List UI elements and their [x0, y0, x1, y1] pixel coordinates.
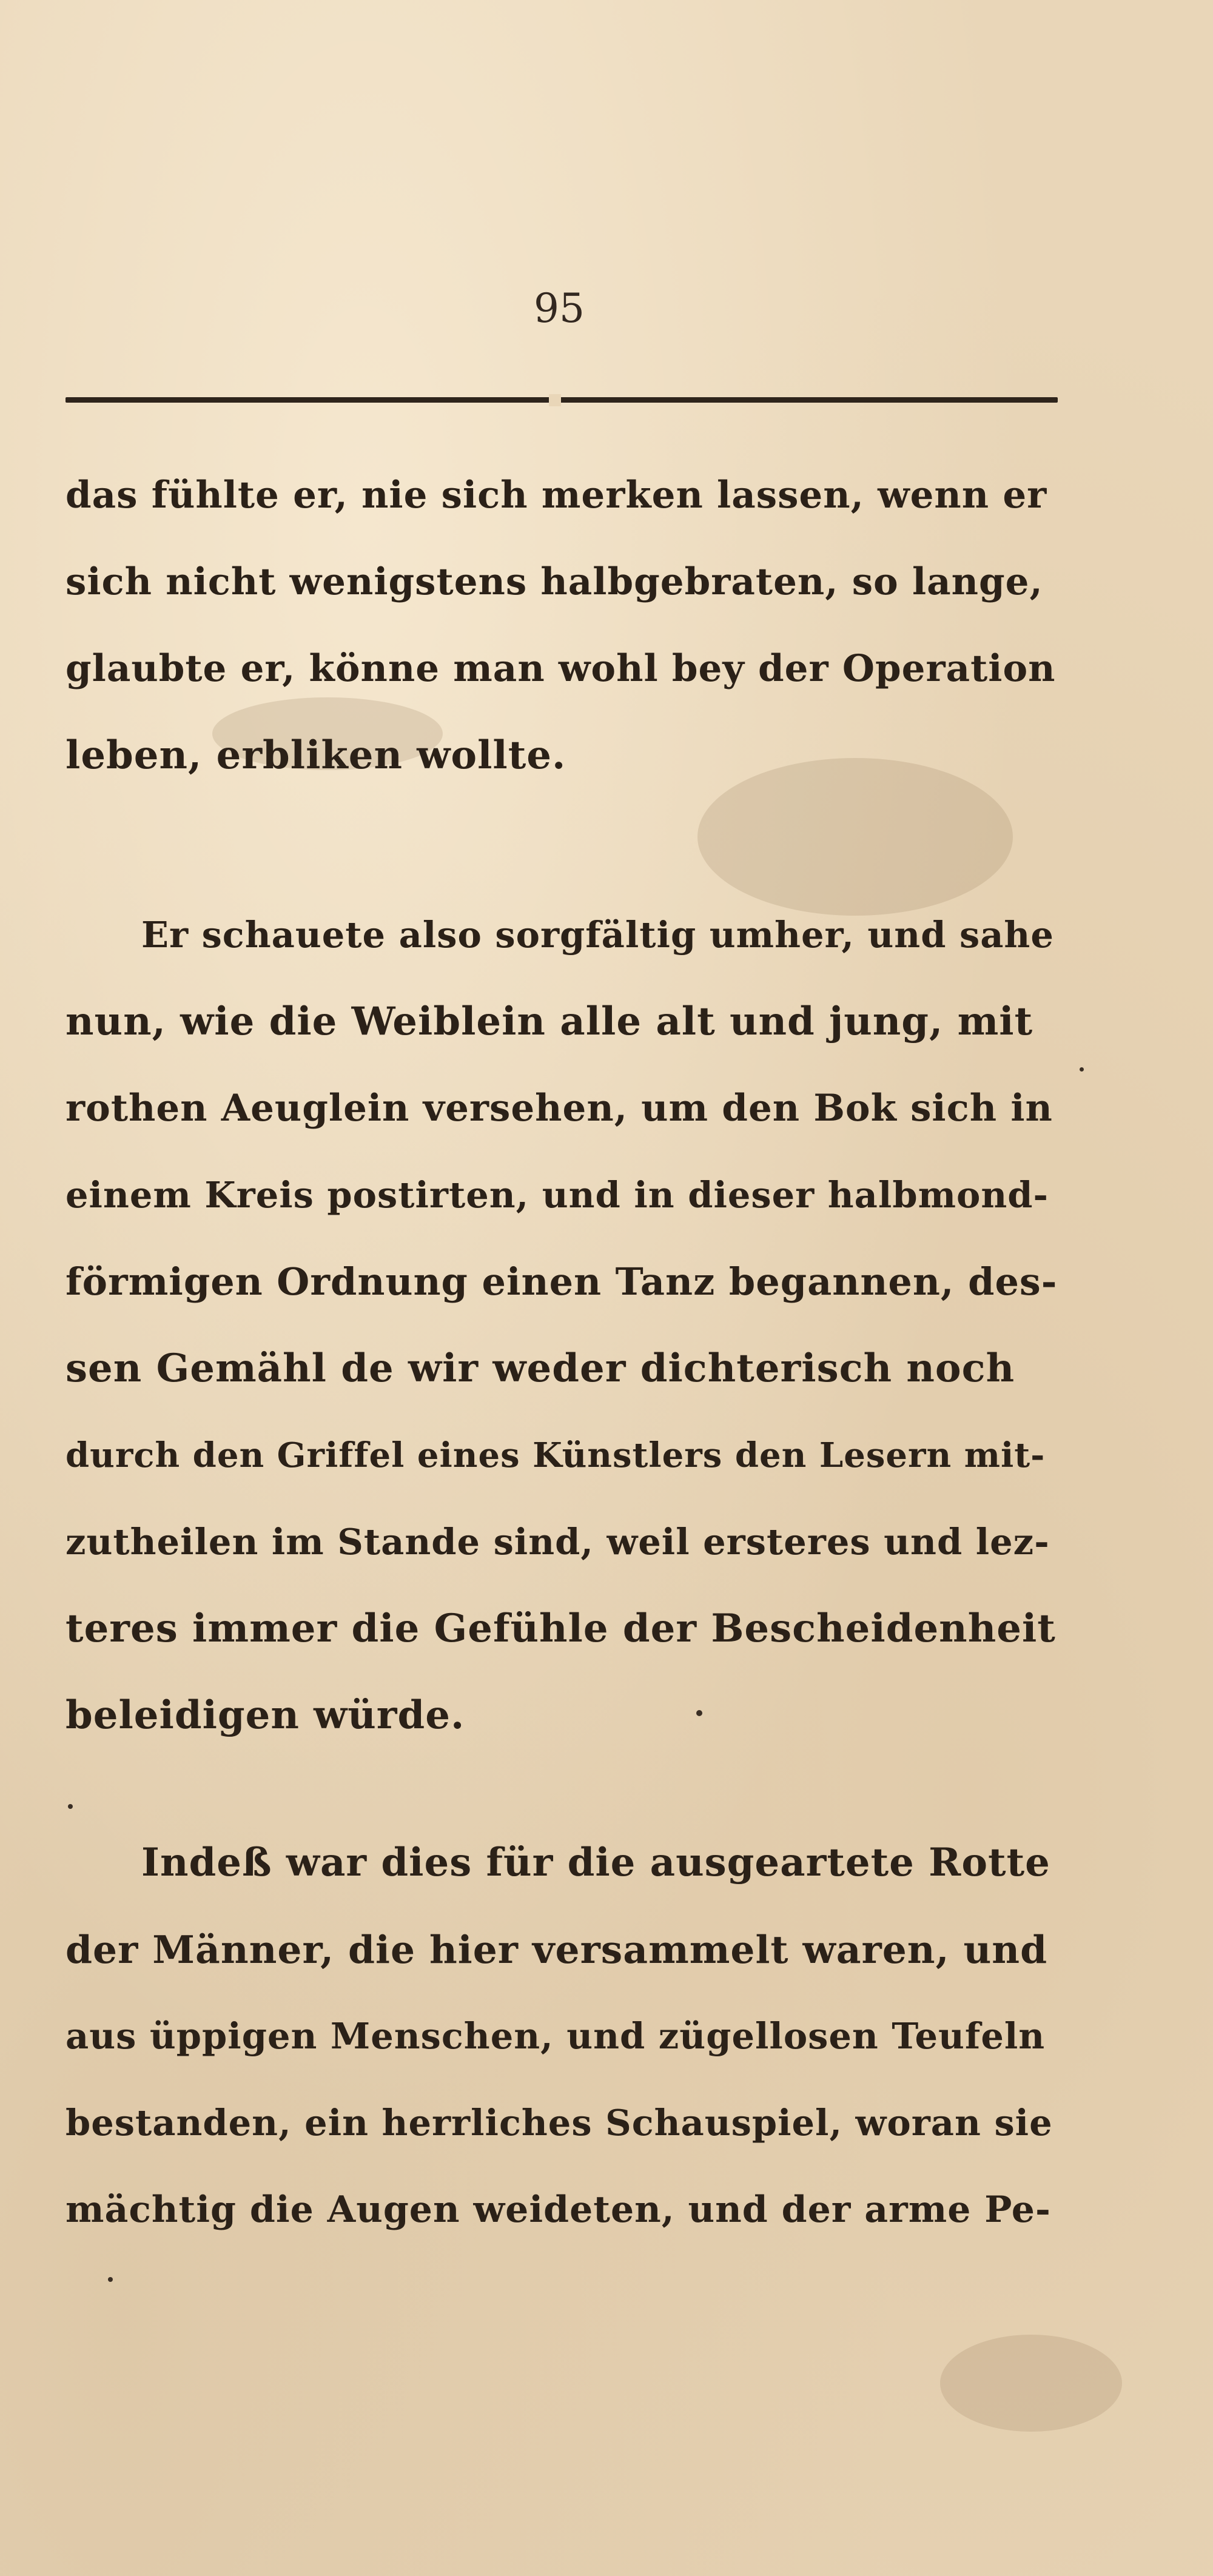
ink-speck — [1080, 1067, 1084, 1072]
text-line: teres immer die Gefühle der Bescheidenheit — [66, 1606, 1056, 1651]
text-line: aus üppigen Menschen, und zügellosen Teufeln — [66, 2015, 1046, 2057]
text-line: Indeß war dies für die ausgeartete Rotte — [141, 1840, 1050, 1885]
text-line: der Männer, die hier versammelt waren, und — [66, 1927, 1048, 1972]
text-line: sen Gemähl de wir weder dichterisch noch — [66, 1346, 1015, 1391]
text-line: sich nicht wenigstens halbgebraten, so lange, — [66, 560, 1043, 603]
text-line: das fühlte er, nie sich merken lassen, wenn er — [66, 474, 1047, 517]
page-number: 95 — [534, 285, 585, 332]
text-line: förmigen Ordnung einen Tanz begannen, des- — [66, 1259, 1058, 1304]
header-rule-break — [549, 394, 561, 406]
header-rule — [66, 397, 1058, 403]
text-line: Er schauete also sorgfältig umher, und sahe — [141, 914, 1054, 956]
text-line: durch den Griffel eines Künstlers den Lesern mit- — [66, 1435, 1046, 1475]
text-line: nun, wie die Weiblein alle alt und jung, mit — [66, 999, 1033, 1044]
paragraph-1 — [66, 452, 1058, 799]
text-line: glaubte er, könne man wohl bey der Operation — [66, 647, 1056, 690]
text-line: bestanden, ein herrliches Schauspiel, woran sie — [66, 2102, 1053, 2144]
text-line: beleidigen würde. — [66, 1692, 465, 1738]
text-line: zutheilen im Stande sind, weil ersteres und lez- — [66, 1521, 1050, 1563]
text-line: leben, erbliken wollte. — [66, 733, 566, 778]
text-line: einem Kreis postirten, und in dieser halbmond- — [66, 1174, 1049, 1216]
paragraph-2 — [66, 891, 1058, 1759]
paper-stain — [940, 2335, 1122, 2432]
text-line: rothen Aeuglein versehen, um den Bok sich in — [66, 1087, 1053, 1130]
paragraph-3 — [66, 1819, 1058, 2253]
ink-speck — [108, 2277, 113, 2282]
text-line: mächtig die Augen weideten, und der arme Pe- — [66, 2188, 1051, 2231]
ink-speck — [68, 1804, 73, 1809]
